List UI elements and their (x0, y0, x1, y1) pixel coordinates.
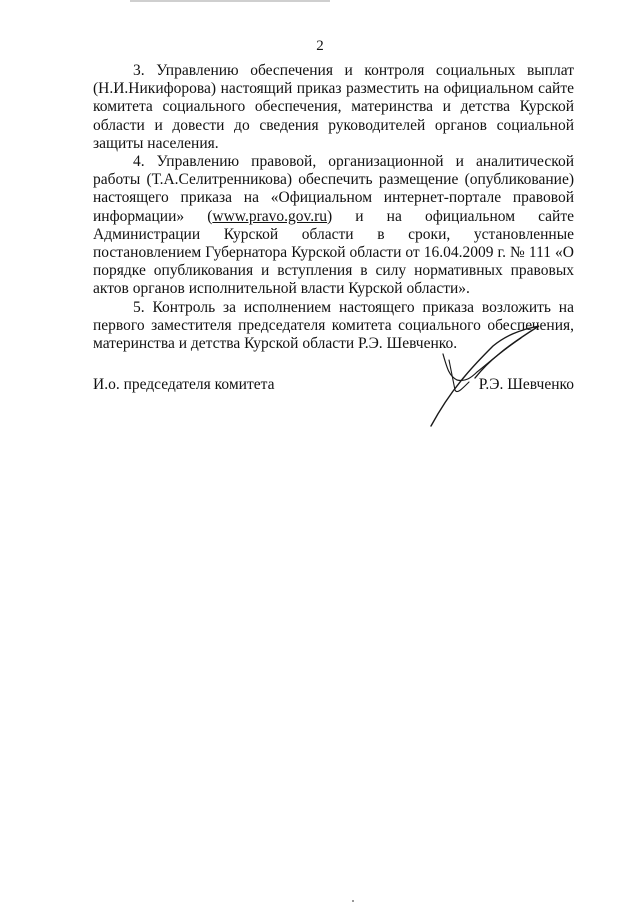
paragraph-text: 3. Управлению обеспечения и контроля социальных выплат (Н.И.Никифорова) настоящий приказ разместить на официальном сайте комитета социального обеспечения, материнства и детства Курской области и довести до сведения руководителей органов социальной защиты населения. (93, 62, 574, 152)
paragraph-text: ) и на официальном сайте Администрации Курской области в сроки, установленные постановлением Губернатора Курской области от 16.04.2009 г. № 111 «О порядке опубликования и вступления в силу нормативных правовых актов органов исполнительной власти Курской области». (93, 207, 574, 298)
signature-block (93, 364, 574, 434)
signer-title: И.о. председателя комитета (93, 376, 275, 393)
paragraph-p4 (93, 153, 574, 299)
pravo-portal-link[interactable]: www.pravo.gov.ru (212, 207, 328, 225)
signer-name: Р.Э. Шевченко (478, 376, 574, 393)
paragraph-text: 4. Управлению правовой, организационной и аналитической работы (Т.А.Селитренникова) обеспечить размещение (опубликование) настоящего приказа на «Официальном интернет-портале правовой информации» ( (93, 153, 574, 225)
page-number: 2 (316, 38, 324, 54)
paragraph-p3 (93, 62, 574, 153)
paragraph-text: 5. Контроль за исполнением настоящего приказа возложить на первого заместителя председателя комитета социального обеспечения, материнства и детства Курской области Р.Э. Шевченко. (93, 298, 574, 353)
document-body (93, 62, 574, 353)
scan-artifact-line (130, 0, 330, 2)
signature-stroke-loop (443, 338, 521, 381)
scan-artifact-dot (352, 900, 354, 902)
